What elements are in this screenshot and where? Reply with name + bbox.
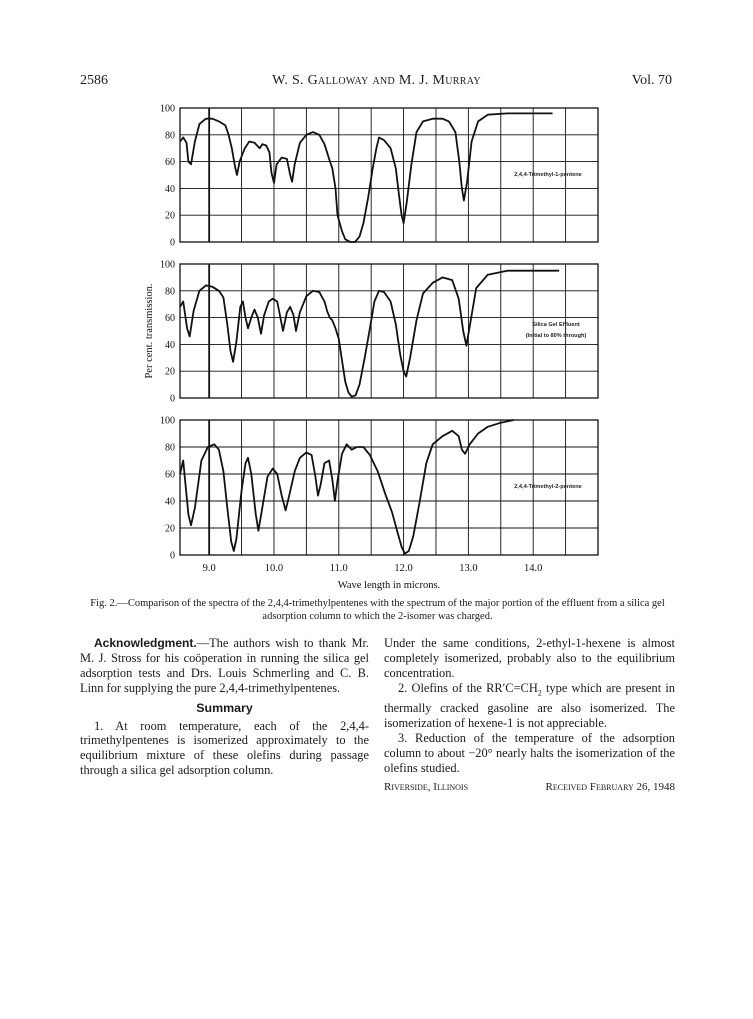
summary-heading: Summary bbox=[196, 700, 253, 715]
summary-point-2-text-b: type which are present in thermally cracked gasoline are also isomerized. The isomerization of hexene-1 is not appreciable. bbox=[384, 680, 675, 730]
spectrum-line bbox=[180, 271, 559, 397]
y-tick-label: 0 bbox=[170, 550, 175, 562]
series-annotation: 2,4,4-Trimethyl-2-pentene bbox=[514, 484, 582, 490]
y-axis-label: Per cent. transmission. bbox=[144, 283, 155, 379]
y-tick-label: 40 bbox=[165, 183, 175, 195]
y-tick-label: 0 bbox=[170, 393, 175, 405]
summary-point-2-text-a: 2. Olefins of the RR′C=CH bbox=[398, 680, 538, 695]
y-tick-label: 20 bbox=[165, 523, 175, 535]
right-column bbox=[384, 636, 675, 795]
y-tick-label: 0 bbox=[170, 237, 175, 249]
y-tick-label: 100 bbox=[160, 103, 175, 115]
y-tick-label: 80 bbox=[165, 286, 175, 298]
x-tick-label: 13.0 bbox=[459, 563, 478, 574]
x-tick-label: 12.0 bbox=[394, 563, 413, 574]
y-tick-label: 80 bbox=[165, 442, 175, 454]
x-tick-label: 11.0 bbox=[329, 563, 348, 574]
acknowledgment-text: —The authors wish to thank Mr. M. J. Stross for his coöperation in running the silica gel adsorption tests and Drs. Louis Schmerling and C. B. Linn for supplying the pure 2,4,4-trimethylpentenes. bbox=[80, 636, 369, 695]
summary-point-1-start: 1. At room temperature, each of the 2,4,4-trimethylpentenes is isomerized approximately to the equilibrium mixture of these olefins during passage through a silica gel adsorption column. bbox=[80, 718, 369, 778]
y-tick-label: 60 bbox=[165, 469, 175, 481]
y-tick-label: 40 bbox=[165, 496, 175, 508]
series-annotation: (Initial to 80% through) bbox=[525, 333, 587, 339]
left-column bbox=[80, 636, 369, 778]
x-axis-label: Wave length in microns. bbox=[337, 580, 441, 591]
acknowledgment-heading: Acknowledgment. bbox=[94, 636, 197, 650]
volume-number: Vol. 70 bbox=[631, 73, 672, 88]
spectrum-panel-3 bbox=[160, 416, 598, 575]
y-tick-label: 60 bbox=[165, 313, 175, 325]
y-tick-label: 100 bbox=[160, 259, 175, 271]
spectrum-line bbox=[180, 420, 514, 554]
x-tick-label: 14.0 bbox=[524, 563, 543, 574]
spectrum-line bbox=[180, 113, 553, 242]
y-tick-label: 20 bbox=[165, 210, 175, 222]
footer-location: Riverside, Illinois bbox=[384, 780, 469, 793]
x-tick-label: 9.0 bbox=[202, 563, 216, 574]
series-annotation: Silica Gel Effluent bbox=[532, 322, 580, 328]
y-tick-label: 60 bbox=[165, 157, 175, 169]
footer-received: Received February 26, 1948 bbox=[545, 780, 675, 793]
spectrum-panel-2 bbox=[160, 260, 598, 405]
figure-caption: Fig. 2.—Comparison of the spectra of the 2,4,4-trimethylpentenes with the spectrum of the major portion of the effluent from a silica gel adsorption column to which the 2-isomer was charged. bbox=[90, 598, 665, 622]
y-tick-label: 80 bbox=[165, 130, 175, 142]
summary-point-1-continued: Under the same conditions, 2-ethyl-1-hexene is almost completely isomerized, probably also to the equilibrium concentration. bbox=[384, 636, 675, 680]
summary-point-2 bbox=[384, 681, 675, 731]
plot-frame bbox=[180, 264, 598, 398]
running-header-authors: W. S. Galloway and M. J. Murray bbox=[272, 73, 481, 88]
y-tick-label: 20 bbox=[165, 366, 175, 378]
x-tick-label: 10.0 bbox=[264, 563, 284, 574]
summary-point-3: 3. Reduction of the temperature of the adsorption column to about −20° nearly halts the isomerization of the olefins studied. bbox=[384, 730, 675, 775]
footer-line bbox=[384, 780, 675, 795]
spectrum-panel-1 bbox=[160, 104, 598, 249]
acknowledgment-paragraph bbox=[80, 636, 369, 696]
summary-point-2-subscript: 2 bbox=[537, 688, 542, 698]
series-annotation: 2,4,4-Trimethyl-1-pentene bbox=[514, 172, 582, 178]
page-number: 2586 bbox=[80, 73, 108, 88]
y-tick-label: 40 bbox=[165, 339, 175, 351]
y-tick-label: 100 bbox=[160, 415, 175, 427]
